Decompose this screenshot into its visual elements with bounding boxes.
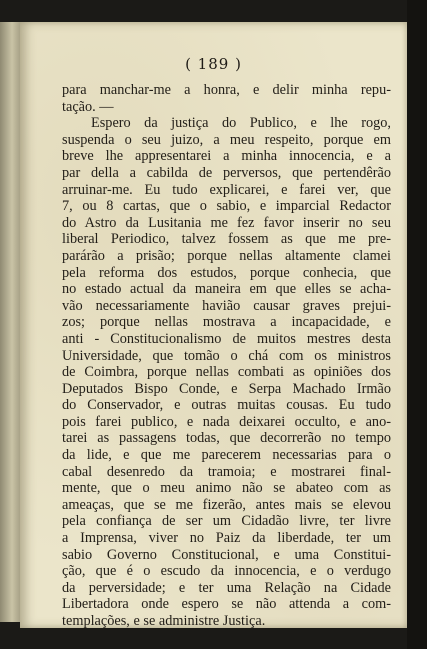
- text-line: sabio Governo Constitucional, e uma Constitui-: [62, 546, 391, 563]
- text-line: da perversidade; e ter uma Relação na Cidade: [62, 579, 391, 596]
- text-line: tação. —: [62, 98, 114, 115]
- text-line: arruinar-me. Eu tudo explicarei, e farei ver, que: [62, 181, 391, 198]
- text-line: de Coimbra, porque nellas combati as opiniões dos: [62, 364, 391, 381]
- text-line: suspenda o seu juizo, a meu respeito, porque em: [62, 131, 391, 148]
- text-line: no estado actual da maneira em que elles se acha-: [62, 281, 391, 298]
- text-line: Espero da justiça do Publico, e lhe rogo,: [91, 115, 391, 132]
- text-line: pela reforma dos estudos, porque conhecia, que: [62, 264, 391, 281]
- text-line: parárão a prisão; porque nellas altamente clamei: [62, 247, 391, 264]
- body-text: [62, 82, 391, 630]
- text-line: Universidade, que tomão o chá com os ministros: [62, 347, 391, 364]
- text-line: do Conservador, e outras muitas cousas. Eu tudo: [62, 397, 391, 414]
- text-line: templações, e se administre Justiça.: [62, 613, 266, 629]
- text-line: mente, que o meu animo não se abateo com as: [62, 480, 391, 497]
- text-line: ção, que é o escudo da innocencia, e o verdugo: [62, 563, 391, 580]
- text-line: par della a cabilda de perversos, que pertendêrão: [62, 164, 391, 181]
- text-line: liberal Periodico, talvez fossem as que me pre-: [62, 231, 391, 248]
- text-line: Deputados Bispo Conde, e Serpa Machado Irmão: [62, 380, 391, 397]
- text-line: vão necessariamente havião causar graves prejui-: [62, 297, 391, 314]
- text-line: pois farei publico, e nada deixarei occulto, e ano-: [62, 413, 391, 430]
- text-line: ameaças, que se me fizerão, antes mais se elevou: [62, 496, 391, 513]
- text-line: cabal desenredo da tramoia; e mostrarei final-: [62, 463, 391, 480]
- text-line: a Imprensa, viver no Paiz da liberdade, ter um: [62, 530, 391, 547]
- scan-background: [407, 0, 427, 649]
- text-line: pela confiança de ser um Cidadão livre, ter livre: [62, 513, 391, 530]
- page-number: ( 189 ): [185, 55, 242, 73]
- text-line: Libertadora onde espero se não attenda a com-: [62, 596, 391, 613]
- text-line: para manchar-me a honra, e delir minha repu-: [62, 82, 391, 98]
- text-line: breve lhe appresentarei a minha innocencia, e a: [62, 148, 391, 165]
- text-line: da lide, e que me parecerem necessarias para o: [62, 447, 391, 464]
- book-page: [20, 22, 407, 628]
- facing-page-edge: [0, 22, 21, 622]
- text-line: do Astro da Lusitania me fez favor inserir no seu: [62, 214, 391, 231]
- text-line: tarei as passagens todas, que decorrerão no tempo: [62, 430, 391, 447]
- text-line: 7, ou 8 cartas, que o sabio, e imparcial Redactor: [62, 198, 391, 215]
- text-line: anti - Constitucionalismo de muitos mestres desta: [62, 330, 391, 347]
- text-line: zos; porque nellas mostrava a incapacidade, e: [62, 314, 391, 331]
